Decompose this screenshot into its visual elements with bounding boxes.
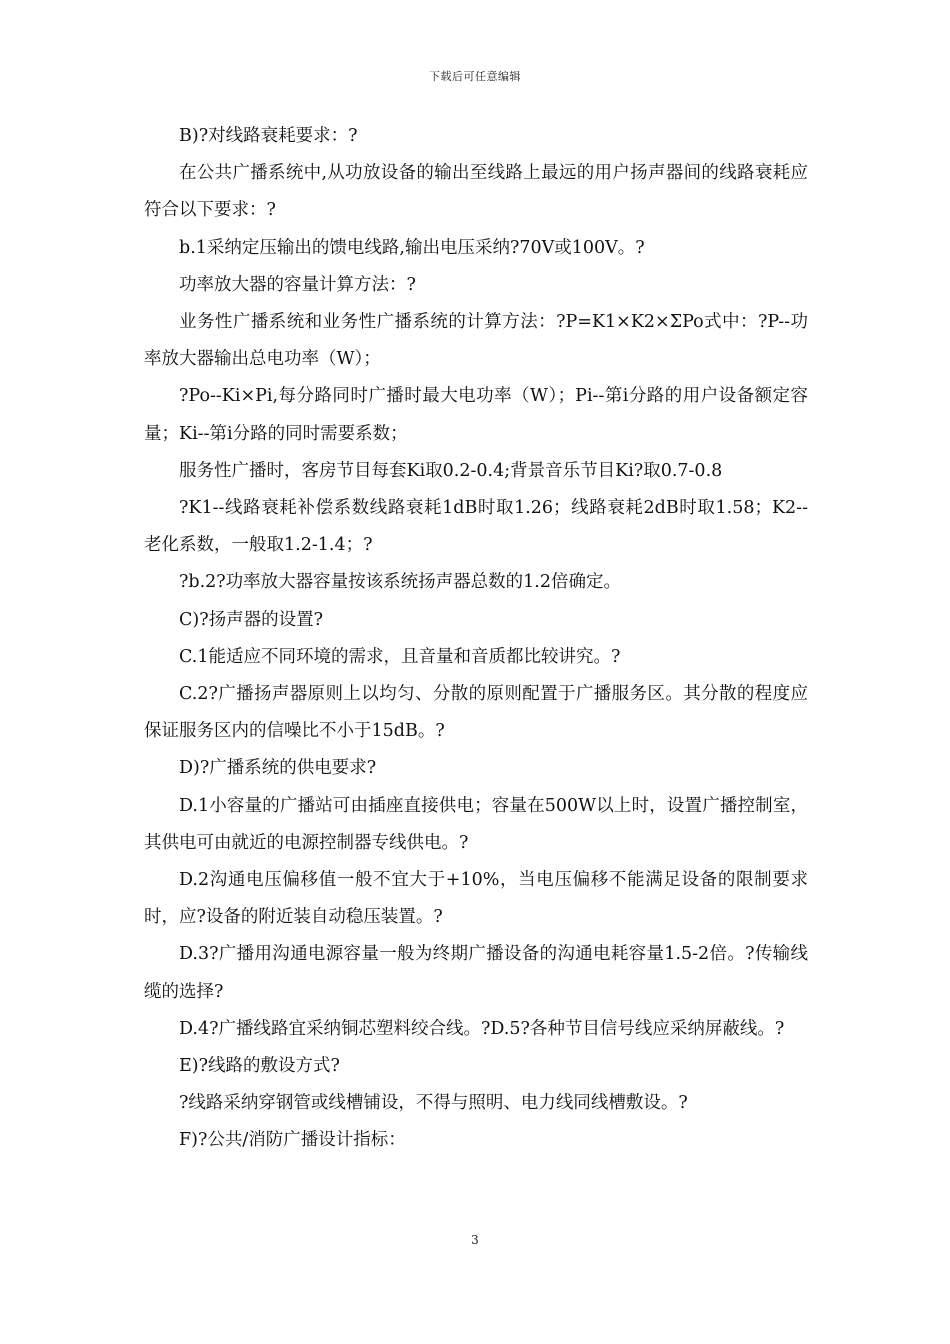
paragraph: 功率放大器的容量计算方法：? bbox=[179, 274, 416, 295]
paragraph: 业务性广播系统和业务性广播系统的计算方法：?P=K1×K2×ΣPo式中：?P--功率放大器输出总电功率（W）； bbox=[144, 312, 808, 370]
paragraph: ?Po--Ki×Pi,每分路同时广播时最大电功率（W）；Pi--第i分路的用户设备额定容量；Ki--第i分路的同时需要系数； bbox=[144, 386, 808, 444]
paragraph: F)?公共/消防广播设计指标： bbox=[179, 1130, 406, 1151]
paragraph: D.3?广播用沟通电源容量一般为终期广播设备的沟通电耗容量1.5-2倍。?传输线缆的选择? bbox=[144, 944, 808, 1002]
paragraph: 服务性广播时，客房节目每套Ki取0.2-0.4;背景音乐节目Ki?取0.7-0.8 bbox=[179, 460, 723, 481]
paragraph: b.1采纳定压输出的馈电线路,输出电压采纳?70V或100V。? bbox=[179, 237, 645, 258]
page-header: 下载后可任意编辑 bbox=[429, 70, 521, 83]
paragraph: ?K1--线路衰耗补偿系数线路衰耗1dB时取1.26；线路衰耗2dB时取1.58；K2--老化系数，一般取1.2-1.4；? bbox=[144, 498, 808, 556]
paragraph: 在公共广播系统中,从功放设备的输出至线路上最远的用户扬声器间的线路衰耗应符合以下要求：? bbox=[144, 163, 808, 221]
paragraph: D.4?广播线路宜采纳铜芯塑料绞合线。?D.5?各种节目信号线应采纳屏蔽线。? bbox=[179, 1018, 785, 1039]
paragraph: D)?广播系统的供电要求? bbox=[179, 758, 377, 779]
paragraph: ?线路采纳穿钢管或线槽铺设，不得与照明、电力线同线槽敷设。? bbox=[179, 1093, 688, 1114]
paragraph: D.1小容量的广播站可由插座直接供电；容量在500W以上时，设置广播控制室，其供电可由就近的电源控制器专线供电。? bbox=[144, 795, 808, 853]
paragraph: D.2沟通电压偏移值一般不宜大于+10%，当电压偏移不能满足设备的限制要求时，应?设备的附近装自动稳压装置。? bbox=[144, 870, 808, 928]
paragraph: E)?线路的敷设方式? bbox=[179, 1056, 340, 1077]
paragraph: C)?扬声器的设置? bbox=[179, 609, 323, 630]
paragraph: C.2?广播扬声器原则上以均匀、分散的原则配置于广播服务区。其分散的程度应保证服务区内的信噪比不小于15dB。? bbox=[144, 684, 808, 742]
paragraph: ?b.2?功率放大器容量按该系统扬声器总数的1.2倍确定。 bbox=[179, 572, 621, 593]
page-number: 3 bbox=[471, 1233, 479, 1247]
document-body bbox=[144, 118, 808, 1160]
paragraph: B)?对线路衰耗要求：? bbox=[179, 126, 358, 146]
paragraph: C.1能适应不同环境的需求，且音量和音质都比较讲究。? bbox=[179, 646, 621, 667]
